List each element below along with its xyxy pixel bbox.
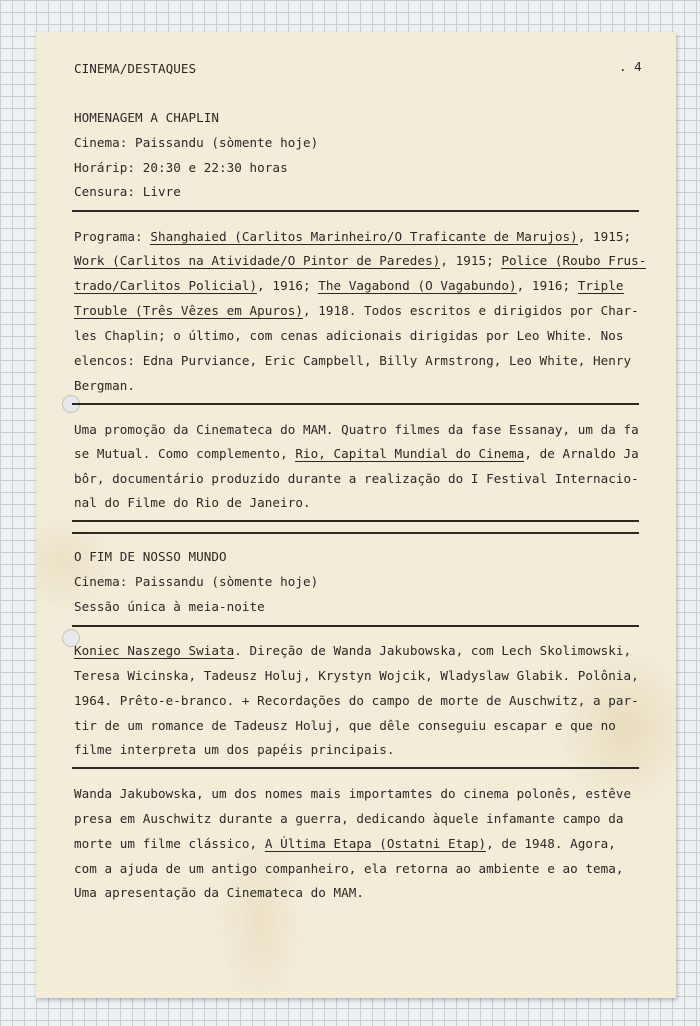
block1-horario: Horárip: 20:30 e 22:30 horas	[74, 160, 288, 175]
section-header: CINEMA/DESTAQUES	[74, 61, 197, 76]
divider-1	[72, 210, 639, 212]
promo-line-1: Uma promoção da Cinemateca do MAM. Quatro filmes da fase Essanay, um da fa	[74, 422, 639, 437]
page-number: . 4	[619, 59, 642, 74]
divider-3a	[72, 520, 639, 522]
koniec-line-1: Koniec Naszego Swiata. Direção de Wanda Jakubowska, com Lech Skolimowski,	[74, 643, 632, 658]
programa-line-4: Trouble (Três Vêzes em Apuros), 1918. Todos escritos e dirigidos por Char-	[74, 303, 639, 318]
koniec-line-4: tir de um romance de Tadeusz Holuj, que dêle conseguiu escapar e que no	[74, 718, 616, 733]
divider-5	[72, 767, 639, 769]
block1-title: HOMENAGEM A CHAPLIN	[74, 110, 220, 125]
wanda-line-1: Wanda Jakubowska, um dos nomes mais importamtes do cinema polonês, estêve	[74, 786, 632, 801]
programa-line-6: elencos: Edna Purviance, Eric Campbell, Billy Armstrong, Leo White, Henry	[74, 353, 632, 368]
programa-line-1: Programa: Shanghaied (Carlitos Marinheiro/O Traficante de Marujos), 1915;	[74, 229, 632, 244]
programa-line-3: trado/Carlitos Policial), 1916; The Vagabond (O Vagabundo), 1916; Triple	[74, 278, 624, 293]
divider-2	[72, 403, 639, 405]
koniec-line-5: filme interpreta um dos papéis principais.	[74, 742, 395, 757]
promo-line-2: se Mutual. Como complemento, Rio, Capital Mundial do Cinema, de Arnaldo Ja	[74, 446, 639, 461]
wanda-line-3: morte um filme clássico, A Última Etapa (Ostatni Etap), de 1948. Agora,	[74, 836, 616, 851]
block2-title: O FIM DE NOSSO MUNDO	[74, 549, 227, 564]
koniec-line-3: 1964. Prêto-e-branco. + Recordações do campo de morte de Auschwitz, a par-	[74, 693, 639, 708]
divider-4	[72, 625, 639, 627]
programa-line-2: Work (Carlitos na Atividade/O Pintor de Paredes), 1915; Police (Roubo Frus-	[74, 253, 647, 268]
koniec-line-2: Teresa Wicinska, Tadeusz Holuj, Krystyn Wojcik, Wladyslaw Glabik. Polônia,	[74, 668, 639, 683]
block2-sessao: Sessão única à meia-noite	[74, 599, 265, 614]
typewritten-sheet	[36, 32, 676, 998]
wanda-line-2: presa em Auschwitz durante a guerra, dedicando àquele infamante campo da	[74, 811, 624, 826]
programa-line-5: les Chaplin; o último, com cenas adicionais dirigidas por Leo White. Nos	[74, 328, 624, 343]
promo-line-3: bôr, documentário produzido durante a realização do I Festival Internacio-	[74, 471, 639, 486]
wanda-line-5: Uma apresentação da Cinemateca do MAM.	[74, 885, 365, 900]
wanda-line-4: com a ajuda de um antigo companheiro, ela retorna ao ambiente e ao tema,	[74, 861, 624, 876]
block1-cinema: Cinema: Paissandu (sòmente hoje)	[74, 135, 319, 150]
promo-line-4: nal do Filme do Rio de Janeiro.	[74, 495, 311, 510]
divider-3b	[72, 532, 639, 534]
programa-line-7: Bergman.	[74, 378, 136, 393]
block2-cinema: Cinema: Paissandu (sòmente hoje)	[74, 574, 319, 589]
block1-censura: Censura: Livre	[74, 184, 181, 199]
